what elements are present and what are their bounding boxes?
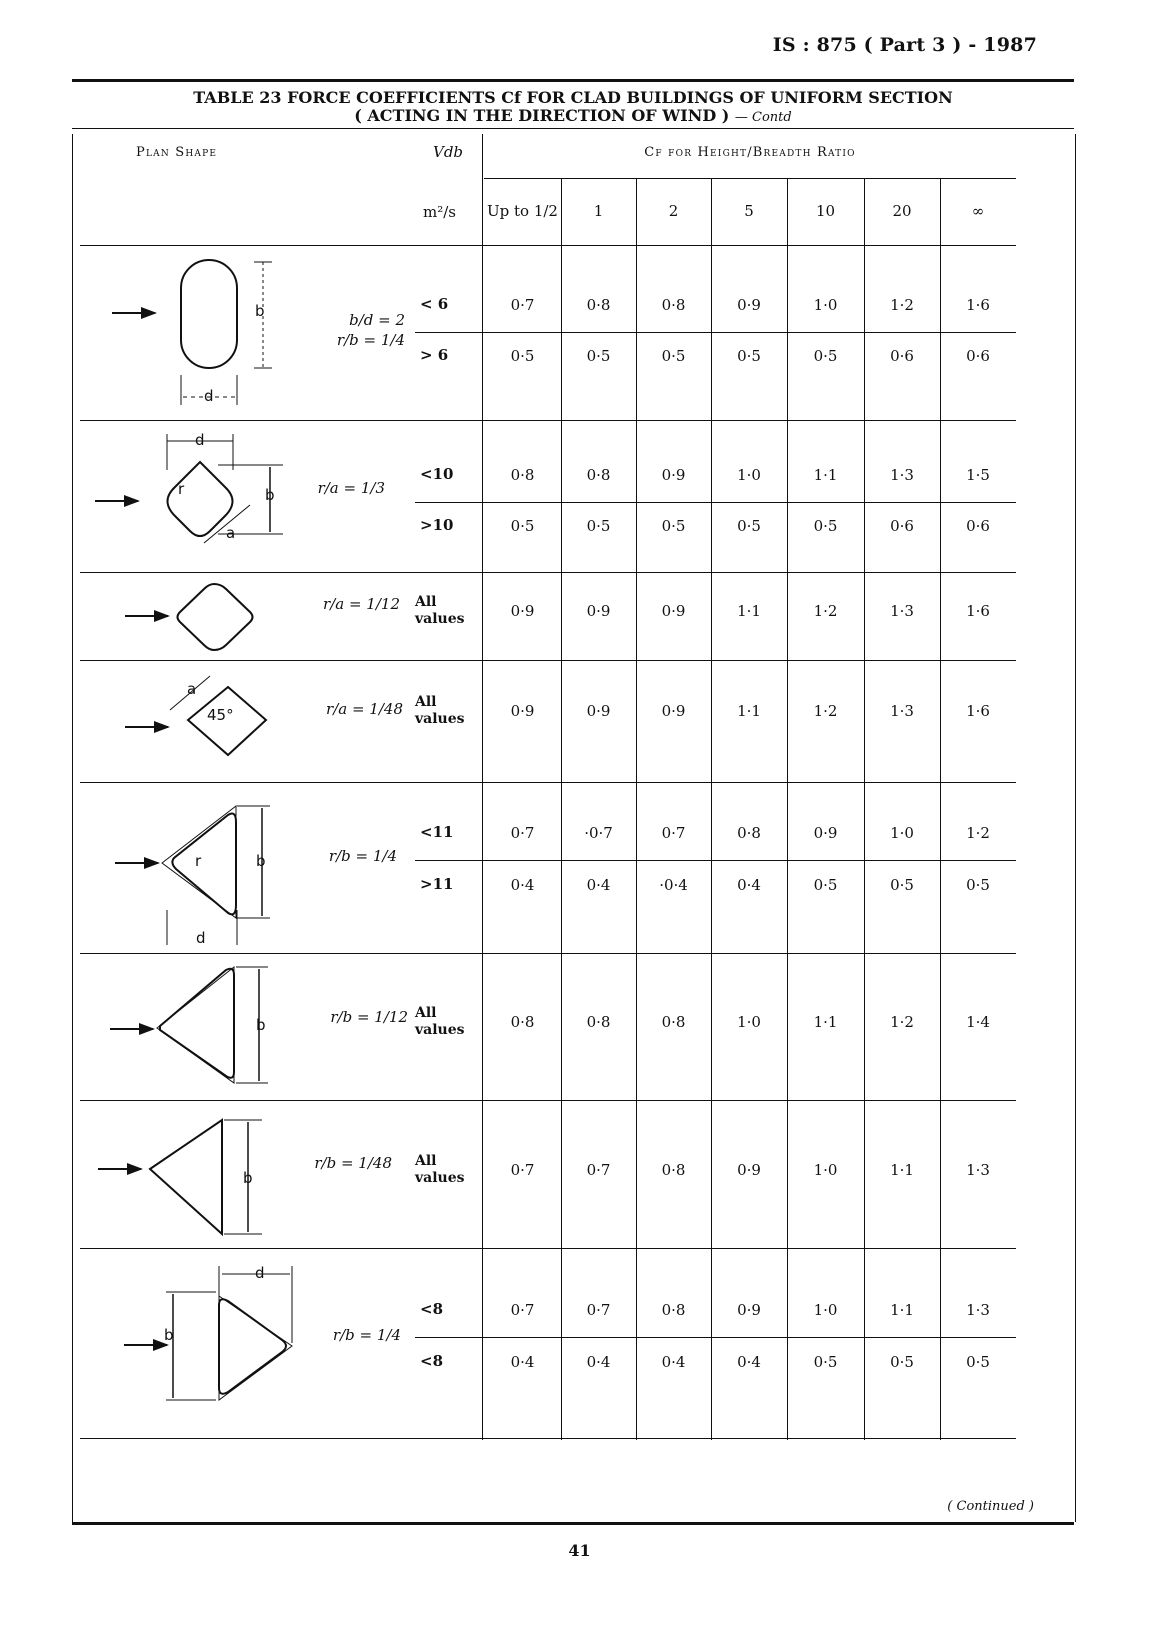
dim-d-2: d bbox=[195, 431, 205, 449]
row-5-value-0-4: 1·1 bbox=[813, 1013, 838, 1031]
row-7-value-0-2: 0·8 bbox=[661, 1301, 686, 1319]
row-4-value-1-5: 0·5 bbox=[890, 876, 914, 894]
col-divider bbox=[711, 178, 712, 1440]
row-7-value-1-2: 0·4 bbox=[661, 1353, 686, 1371]
top-rule bbox=[72, 79, 1074, 82]
row-0-vdb-0: < 6 bbox=[420, 295, 449, 313]
row-0-ratio-1: b/d = 2 bbox=[349, 311, 405, 329]
row-1-value-1-3: 0·5 bbox=[737, 517, 761, 535]
row-1-value-1-6: 0·6 bbox=[966, 517, 990, 535]
col-divider bbox=[940, 178, 941, 1440]
row-7-value-0-0: 0·7 bbox=[510, 1301, 535, 1319]
row-4-value-1-6: 0·5 bbox=[966, 876, 990, 894]
row-4-value-0-6: 1·2 bbox=[966, 824, 990, 842]
row-7-value-0-6: 1·3 bbox=[966, 1301, 990, 1319]
row-1-value-1-2: 0·5 bbox=[661, 517, 686, 535]
standard-reference: IS : 875 ( Part 3 ) - 1987 bbox=[772, 34, 1037, 56]
header-group: Cf for Height/Breadth Ratio bbox=[644, 145, 856, 160]
row-5-value-0-0: 0·8 bbox=[510, 1013, 535, 1031]
header-ratio-4: 10 bbox=[815, 202, 836, 220]
dim-b-6: b bbox=[256, 1016, 266, 1034]
row-7-value-1-6: 0·5 bbox=[966, 1353, 990, 1371]
dim-r-5: r bbox=[195, 852, 202, 870]
continued-note: ( Continued ) bbox=[947, 1499, 1034, 1514]
row-7-value-0-4: 1·0 bbox=[813, 1301, 838, 1319]
row-4-value-0-2: 0·7 bbox=[661, 824, 686, 842]
row-0-value-1-0: 0·5 bbox=[510, 347, 535, 365]
row-4-value-0-4: 0·9 bbox=[813, 824, 838, 842]
dim-b-2: b bbox=[265, 486, 275, 504]
dim-b-1: b bbox=[255, 302, 265, 320]
row-3-vdb-0: All values bbox=[415, 694, 465, 727]
row-4-value-0-3: 0·8 bbox=[737, 824, 761, 842]
row-2-value-0-1: 0·9 bbox=[586, 602, 611, 620]
row-6-value-0-2: 0·8 bbox=[661, 1161, 686, 1179]
row-4-value-1-4: 0·5 bbox=[813, 876, 838, 894]
row-4-value-0-1: ·0·7 bbox=[584, 824, 613, 842]
dim-angle-4: 45° bbox=[207, 706, 234, 724]
row-7-value-1-5: 0·5 bbox=[890, 1353, 914, 1371]
row-7-value-1-3: 0·4 bbox=[737, 1353, 761, 1371]
dim-r-2: r bbox=[178, 480, 185, 498]
row-rule-7 bbox=[80, 1438, 1016, 1439]
row-0-value-0-6: 1·6 bbox=[966, 296, 990, 314]
row-0-value-0-0: 0·7 bbox=[510, 296, 535, 314]
header-vdb: Vdb bbox=[433, 143, 464, 161]
dim-b-8: b bbox=[164, 1326, 174, 1344]
row-1-value-0-1: 0·8 bbox=[586, 466, 611, 484]
row-7-value-0-1: 0·7 bbox=[586, 1301, 611, 1319]
dim-a-4: a bbox=[187, 680, 197, 698]
row-4-vdb-1: >11 bbox=[420, 875, 454, 893]
row-1-vdb-1: >10 bbox=[420, 516, 454, 534]
row-1-value-1-5: 0·6 bbox=[890, 517, 914, 535]
dim-a-2: a bbox=[226, 524, 236, 542]
row-0-value-1-6: 0·6 bbox=[966, 347, 990, 365]
row-4-value-1-2: ·0·4 bbox=[659, 876, 688, 894]
header-ratio-0: Up to 1/2 bbox=[487, 202, 558, 220]
row-rule-0 bbox=[80, 420, 1016, 421]
row-1-value-1-0: 0·5 bbox=[510, 517, 535, 535]
row-7-vdb-1: <8 bbox=[420, 1352, 444, 1370]
row-0-ratio-2: r/b = 1/4 bbox=[336, 331, 405, 349]
row-7-value-1-1: 0·4 bbox=[586, 1353, 611, 1371]
row-1-value-1-1: 0·5 bbox=[586, 517, 611, 535]
header-ratio-5: 20 bbox=[892, 202, 912, 220]
row-0-value-0-1: 0·8 bbox=[586, 296, 611, 314]
row-3-value-0-2: 0·9 bbox=[661, 702, 686, 720]
header-ratio-3: 5 bbox=[744, 202, 754, 220]
row-1-value-0-6: 1·5 bbox=[966, 466, 990, 484]
caption-contd: — Contd bbox=[734, 110, 792, 125]
row-1-value-0-5: 1·3 bbox=[890, 466, 914, 484]
row-6-value-0-4: 1·0 bbox=[813, 1161, 838, 1179]
sub-rule bbox=[415, 332, 1016, 333]
row-2-value-0-5: 1·3 bbox=[890, 602, 914, 620]
row-4-value-1-0: 0·4 bbox=[510, 876, 535, 894]
header-group-rule bbox=[484, 178, 1016, 179]
row-5-value-0-1: 0·8 bbox=[586, 1013, 611, 1031]
row-6-vdb-0: All values bbox=[415, 1153, 465, 1186]
header-ratio-1: 1 bbox=[593, 202, 604, 220]
dim-b-7: b bbox=[243, 1169, 253, 1187]
dim-d-8: d bbox=[255, 1264, 265, 1282]
header-plan-shape: Plan Shape bbox=[136, 145, 218, 160]
row-0-value-1-1: 0·5 bbox=[586, 347, 611, 365]
row-3-ratio-1: r/a = 1/48 bbox=[326, 700, 403, 718]
row-4-ratio-1: r/b = 1/4 bbox=[328, 847, 397, 865]
row-3-value-0-6: 1·6 bbox=[966, 702, 990, 720]
row-rule-6 bbox=[80, 1248, 1016, 1249]
row-5-ratio-1: r/b = 1/12 bbox=[330, 1008, 408, 1026]
row-5-vdb-0: All values bbox=[415, 1005, 465, 1038]
row-rule-2 bbox=[80, 660, 1016, 661]
row-0-value-1-5: 0·6 bbox=[890, 347, 914, 365]
row-3-value-0-5: 1·3 bbox=[890, 702, 914, 720]
row-7-ratio-1: r/b = 1/4 bbox=[332, 1326, 401, 1344]
row-0-value-0-5: 1·2 bbox=[890, 296, 914, 314]
row-4-vdb-0: <11 bbox=[420, 823, 454, 841]
row-rule-5 bbox=[80, 1100, 1016, 1101]
row-7-value-0-3: 0·9 bbox=[737, 1301, 761, 1319]
col-divider bbox=[636, 178, 637, 1440]
row-6-value-0-5: 1·1 bbox=[890, 1161, 914, 1179]
row-6-value-0-3: 0·9 bbox=[737, 1161, 761, 1179]
row-7-value-1-4: 0·5 bbox=[813, 1353, 838, 1371]
row-4-value-0-0: 0·7 bbox=[510, 824, 535, 842]
caption-line-1: TABLE 23 FORCE COEFFICIENTS Cf FOR CLAD BUILDINGS OF UNIFORM SECTION bbox=[193, 88, 953, 107]
col-divider bbox=[787, 178, 788, 1440]
row-0-value-0-3: 0·9 bbox=[737, 296, 761, 314]
page-number: 41 bbox=[568, 1541, 591, 1560]
row-1-value-0-4: 1·1 bbox=[813, 466, 838, 484]
row-3-value-0-0: 0·9 bbox=[510, 702, 535, 720]
row-2-value-0-2: 0·9 bbox=[661, 602, 686, 620]
row-1-vdb-0: <10 bbox=[420, 465, 454, 483]
row-1-ratio-1: r/a = 1/3 bbox=[317, 479, 385, 497]
row-rule-1 bbox=[80, 572, 1016, 573]
row-7-value-0-5: 1·1 bbox=[890, 1301, 914, 1319]
row-3-value-0-1: 0·9 bbox=[586, 702, 611, 720]
dim-d-5: d bbox=[196, 929, 206, 947]
row-2-vdb-0: All values bbox=[415, 594, 465, 627]
row-4-value-1-3: 0·4 bbox=[737, 876, 761, 894]
row-5-value-0-6: 1·4 bbox=[966, 1013, 990, 1031]
row-rule-3 bbox=[80, 782, 1016, 783]
row-0-value-0-4: 1·0 bbox=[813, 296, 838, 314]
row-3-value-0-4: 1·2 bbox=[813, 702, 838, 720]
header-vdb-unit: m²/s bbox=[423, 203, 456, 221]
row-6-value-0-1: 0·7 bbox=[586, 1161, 611, 1179]
dim-d-1: d bbox=[204, 387, 214, 405]
row-4-value-1-1: 0·4 bbox=[586, 876, 611, 894]
row-1-value-0-0: 0·8 bbox=[510, 466, 535, 484]
row-0-vdb-1: > 6 bbox=[420, 346, 449, 364]
table-top-rule bbox=[72, 128, 1074, 129]
header-ratio-6: ∞ bbox=[971, 202, 985, 220]
caption-line-2 bbox=[72, 107, 1074, 127]
row-2-value-0-3: 1·1 bbox=[737, 602, 761, 620]
row-1-value-1-4: 0·5 bbox=[813, 517, 838, 535]
row-0-value-0-2: 0·8 bbox=[661, 296, 686, 314]
row-3-value-0-3: 1·1 bbox=[737, 702, 761, 720]
row-1-value-0-2: 0·9 bbox=[661, 466, 686, 484]
row-5-value-0-2: 0·8 bbox=[661, 1013, 686, 1031]
row-6-ratio-1: r/b = 1/48 bbox=[314, 1154, 392, 1172]
row-7-value-1-0: 0·4 bbox=[510, 1353, 535, 1371]
row-2-ratio-1: r/a = 1/12 bbox=[323, 595, 400, 613]
row-7-vdb-0: <8 bbox=[420, 1300, 444, 1318]
row-0-value-1-3: 0·5 bbox=[737, 347, 761, 365]
row-1-value-0-3: 1·0 bbox=[737, 466, 761, 484]
col-divider bbox=[561, 178, 562, 1440]
header-ratio-2: 2 bbox=[668, 202, 679, 220]
col-divider bbox=[864, 178, 865, 1440]
row-0-value-1-2: 0·5 bbox=[661, 347, 686, 365]
header-bottom-rule bbox=[80, 245, 1016, 246]
row-2-value-0-6: 1·6 bbox=[966, 602, 990, 620]
sub-rule bbox=[415, 1337, 1016, 1338]
row-4-value-0-5: 1·0 bbox=[890, 824, 914, 842]
table-caption bbox=[72, 89, 1074, 127]
row-2-value-0-4: 1·2 bbox=[813, 602, 838, 620]
row-rule-4 bbox=[80, 953, 1016, 954]
row-0-value-1-4: 0·5 bbox=[813, 347, 838, 365]
header-divider-vdb bbox=[482, 134, 483, 1440]
row-5-value-0-3: 1·0 bbox=[737, 1013, 761, 1031]
row-6-value-0-6: 1·3 bbox=[966, 1161, 990, 1179]
row-5-value-0-5: 1·2 bbox=[890, 1013, 914, 1031]
caption-line-2-text: ( ACTING IN THE DIRECTION OF WIND ) bbox=[354, 106, 730, 125]
dim-b-5: b bbox=[256, 852, 266, 870]
sub-rule bbox=[415, 860, 1016, 861]
row-2-value-0-0: 0·9 bbox=[510, 602, 535, 620]
bottom-rule bbox=[72, 1522, 1074, 1525]
sub-rule bbox=[415, 502, 1016, 503]
row-6-value-0-0: 0·7 bbox=[510, 1161, 535, 1179]
